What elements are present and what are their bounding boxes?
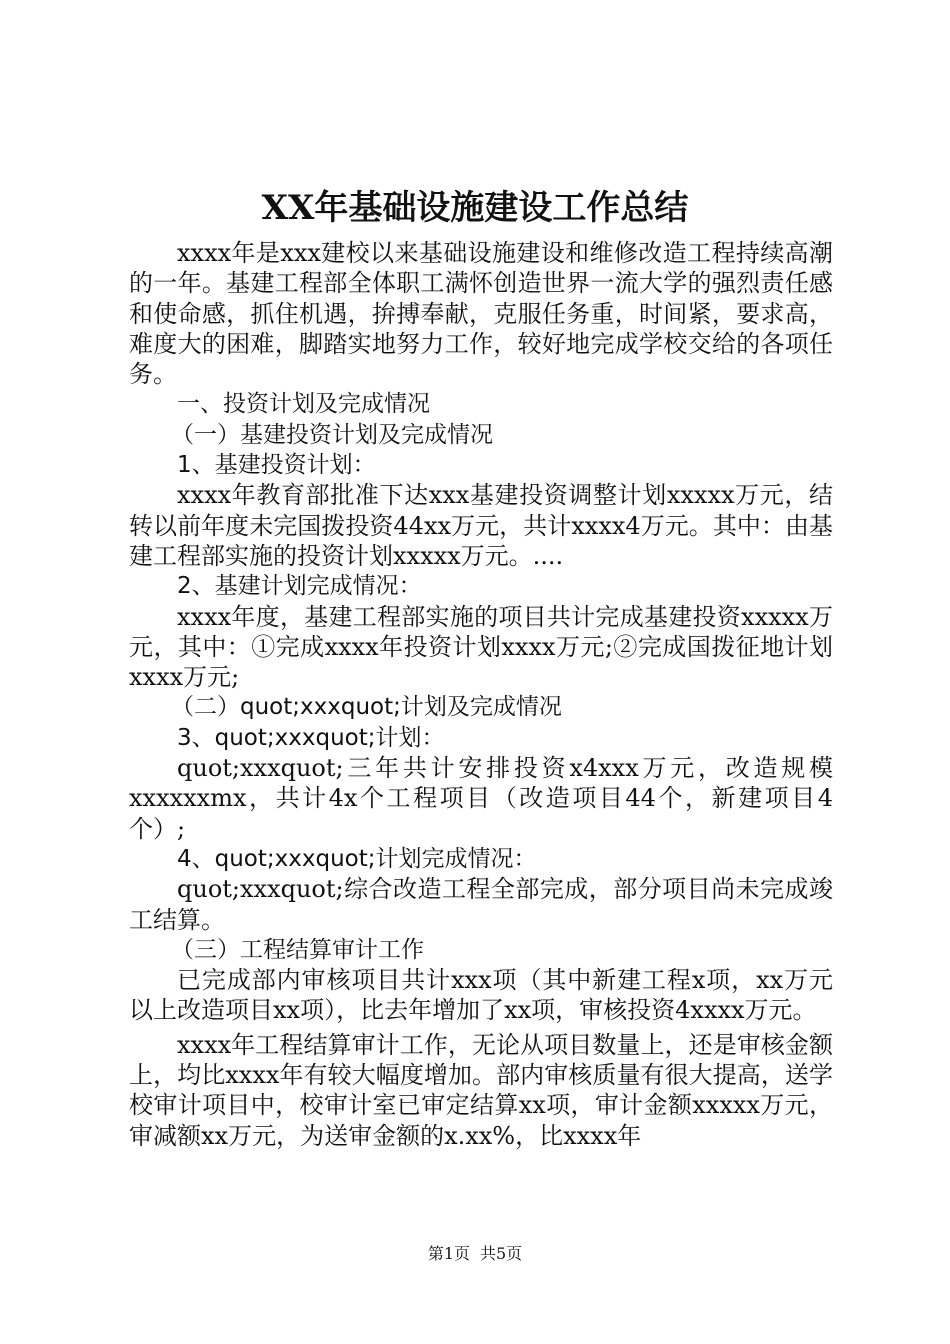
subsection-heading: （二）quot;xxxquot;计划及完成情况 <box>171 694 562 721</box>
page-number-total: 共5页 <box>480 1244 523 1263</box>
page-number-current: 第1页 <box>427 1244 470 1263</box>
document-body <box>129 238 833 1151</box>
body-paragraph: xxxx年是xxx建校以来基础设施建设和维修改造工程持续高潮的一年。基建工程部全体职工满怀创造世界一流大学的强烈责任感和使命感，抓住机遇，拚搏奉献，克服任务重，时间紧，要求高，难度大的困难，脚踏实地努力工作，较好地完成学校交给的各项任务。 <box>129 239 833 389</box>
item-heading: 4、quot;xxxquot;计划完成情况： <box>177 845 537 872</box>
body-paragraph: quot;xxxquot;三年共计安排投资x4xxx万元，改造规模xxxxxxmx，共计4x个工程项目（改造项目44个，新建项目4个）; <box>129 754 833 843</box>
subsection-heading: （一）基建投资计划及完成情况 <box>171 421 493 448</box>
body-paragraph: 已完成部内审核项目共计xxx项（其中新建工程x项，xx万元以上改造项目xx项），比去年增加了xx项，审核投资4xxxx万元。 <box>129 966 833 1025</box>
document-title: XX年基础设施建设工作总结 <box>261 188 689 228</box>
body-paragraph: xxxx年工程结算审计工作，无论从项目数量上，还是审核金额上，均比xxxx年有较大幅度增加。部内审核质量有很大提高，送学校审计项目中，校审计室已审定结算xx项，审计金额xxxxx万元，审减额xx万元，为送审金额的x.xx%，比xxxx年 <box>129 1030 833 1150</box>
item-heading: 2、基建计划完成情况： <box>177 573 422 600</box>
section-heading: 一、投资计划及完成情况 <box>177 391 430 418</box>
body-paragraph: quot;xxxquot;综合改造工程全部完成，部分项目尚未完成竣工结算。 <box>129 875 833 934</box>
body-paragraph: xxxx年教育部批准下达xxx基建投资调整计划xxxxx万元，结转以前年度未完国拨投资44xx万元，共计xxxx4万元。其中：由基建工程部实施的投资计划xxxxx万元。.... <box>129 481 833 570</box>
page-footer <box>0 1242 950 1266</box>
item-heading: 1、基建投资计划： <box>177 452 376 479</box>
body-paragraph: xxxx年度，基建工程部实施的项目共计完成基建投资xxxxx万元，其中：①完成xxxx年投资计划xxxx万元;②完成国拨征地计划xxxx万元; <box>129 602 833 692</box>
item-heading: 3、quot;xxxquot;计划： <box>177 724 445 751</box>
subsection-heading: （三）工程结算审计工作 <box>171 936 424 963</box>
